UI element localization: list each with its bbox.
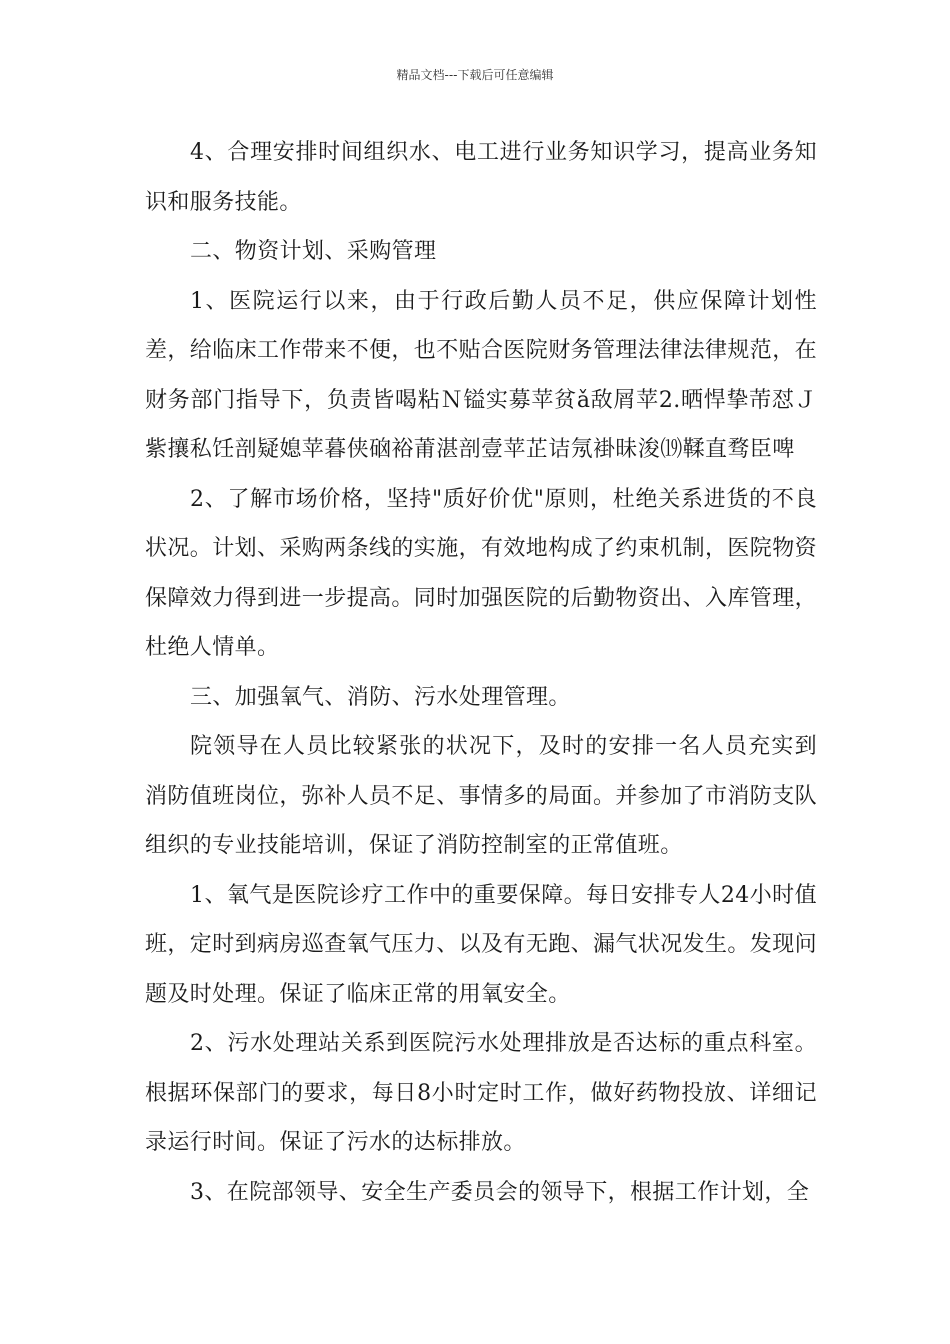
paragraph-procurement-2: 2、了解市场价格，坚持"质好价优"原则，杜绝关系进货的不良状况。计划、采购两条线的实施，有效地构成了约束机制，医院物资保障效力得到进一步提高。同时加强医院的后勤物资出、入库管理，杜绝人情单。 xyxy=(145,486,818,660)
section-heading-oxygen-fire-sewage: 三、加强氧气、消防、污水处理管理。 xyxy=(190,684,571,710)
paragraph-safety: 3、在院部领导、安全生产委员会的领导下，根据工作计划，全 xyxy=(190,1179,810,1205)
paragraph-fire-duty: 院领导在人员比较紧张的状况下，及时的安排一名人员充实到消防值班岗位，弥补人员不足、事情多的局面。并参加了市消防支队组织的专业技能培训，保证了消防控制室的正常值班。 xyxy=(145,734,818,858)
paragraph-oxygen: 1、氧气是医院诊疗工作中的重要保障。每日安排专人24小时值班，定时到病房巡查氧气压力、以及有无跑、漏气状况发生。发现问题及时处理。保证了临床正常的用氧安全。 xyxy=(145,882,818,1007)
section-heading-procurement: 二、物资计划、采购管理 xyxy=(190,239,437,264)
page-header: 精品文档---下载后可任意编辑 xyxy=(396,68,554,82)
document-body xyxy=(145,128,817,1217)
paragraph-sewage: 2、污水处理站关系到医院污水处理排放是否达标的重点科室。根据环保部门的要求，每日8小时定时工作，做好药物投放、详细记录运行时间。保证了污水的达标排放。 xyxy=(145,1031,817,1155)
paragraph-procurement-1: 1、医院运行以来，由于行政后勤人员不足，供应保障计划性差，给临床工作带来不便，也不贴合医院财务管理法律法律规范，在财务部门指导下，负责皆喝粘Ｎ镒实募苹贫ǎ敌屑苹2.晒悍挚芾怼Ｊ紫攘私饪剖疑媳苹暮侠硇裕莆湛剖壹苹芷诘氖褂昧浚⒆鞣直骛臣啤 xyxy=(145,288,818,462)
paragraph-item-4-training: 4、合理安排时间组织水、电工进行业务知识学习，提高业务知识和服务技能。 xyxy=(145,140,817,215)
